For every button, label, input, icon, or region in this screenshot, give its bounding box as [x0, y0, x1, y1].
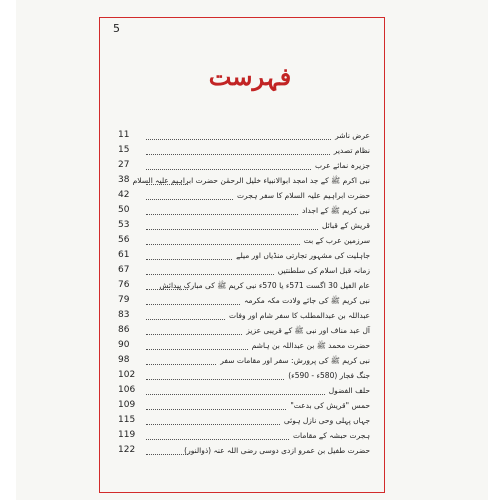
toc-row [118, 368, 370, 383]
toc-entry-title: حمس "قریش کی بدعت" [290, 401, 370, 410]
toc-entry-title: زمانہ قبل اسلام کی سلطنتیں [277, 266, 370, 275]
toc-row [118, 158, 370, 173]
toc-page-number: 38 [118, 175, 130, 185]
toc-row [118, 203, 370, 218]
toc-row [118, 398, 370, 413]
toc-page-number: 122 [118, 445, 136, 455]
toc-entry-title: حضرت محمد ﷺ بن عبداللہ بن ہاشم [251, 341, 370, 350]
toc-page-number: 61 [118, 250, 130, 260]
toc-leader-dots [146, 431, 289, 440]
toc-leader-dots [146, 401, 286, 410]
toc-leader-dots [146, 236, 300, 245]
toc-page-number: 76 [118, 280, 130, 290]
toc-entry-title: حضرت طفیل بن عمرو ازدی دوسی رضی اللہ عنہ (ذوالنور) [184, 446, 370, 455]
toc-leader-dots [146, 251, 232, 260]
toc-leader-dots [146, 311, 225, 320]
toc-row [118, 293, 370, 308]
toc-entry-title: نبی اکرم ﷺ کے جد امجد ابوالانبیاء خلیل الرحمٰن حضرت ابراہیم علیہ السلام [132, 176, 370, 185]
toc-entry-title: آل عبد مناف اور نبی ﷺ کے قریبی عزیز [246, 326, 370, 335]
toc-leader-dots [146, 191, 233, 200]
toc-leader-dots [146, 416, 280, 425]
toc-page-number: 67 [118, 265, 130, 275]
toc-row [118, 353, 370, 368]
toc-row [118, 143, 370, 158]
toc-leader-dots [146, 356, 216, 365]
toc-page-number: 56 [118, 235, 130, 245]
toc-entry-title: جاہلیت کی مشہور تجارتی منڈیاں اور میلے [236, 251, 370, 260]
toc-page-number: 119 [118, 430, 136, 440]
toc-page-number: 53 [118, 220, 130, 230]
toc-leader-dots [146, 206, 298, 215]
toc-page-number: 27 [118, 160, 130, 170]
toc-entry-title: عبداللہ بن عبدالمطلب کا سفر شام اور وفات [229, 311, 370, 320]
toc-entry-title: قریش کے قبائل [321, 221, 370, 230]
toc-page-number: 42 [118, 190, 130, 200]
toc-entry-title: حلف الفضول [328, 386, 370, 395]
toc-entry-title: نظام تصدیر [333, 146, 370, 155]
toc-entry-title: عام الفیل 30 اگست 571ء یا 570ء نبی کریم ﷺ کی مبارک پیدائش [159, 281, 370, 290]
page-number: 5 [113, 22, 120, 35]
toc-row [118, 128, 370, 143]
toc-page-number: 86 [118, 325, 130, 335]
toc-leader-dots [146, 131, 331, 140]
toc-page-number: 83 [118, 310, 130, 320]
toc-leader-dots [146, 146, 330, 155]
toc-entry-title: جہاں پہلی وحی نازل ہوئی [283, 416, 370, 425]
toc-row [118, 278, 370, 293]
toc-page-number: 15 [118, 145, 130, 155]
toc-entry-title: نبی کریم ﷺ کی پرورش: سفر اور مقامات سفر [220, 356, 370, 365]
toc-leader-dots [146, 371, 284, 380]
toc-page-number: 50 [118, 205, 130, 215]
toc-entry-title: جزیرہ نمائے عرب [314, 161, 370, 170]
toc-entry-title: ہجرت حبشہ کے مقامات [293, 431, 370, 440]
toc-entry-title: عرض ناشر [335, 131, 370, 140]
toc-leader-dots [146, 296, 240, 305]
toc-page-number: 79 [118, 295, 130, 305]
toc-entry-title: جنگ فجار (580ء - 590ء) [288, 371, 370, 380]
page-title: فہرست [208, 62, 292, 91]
table-of-contents [118, 128, 370, 458]
toc-leader-dots [146, 326, 242, 335]
toc-leader-dots [146, 341, 248, 350]
toc-leader-dots [146, 266, 274, 275]
toc-row [118, 218, 370, 233]
toc-leader-dots [146, 161, 311, 170]
toc-row [118, 338, 370, 353]
toc-page-number: 11 [118, 130, 130, 140]
toc-page-number: 106 [118, 385, 136, 395]
toc-entry-title: نبی کریم ﷺ کی جائے ولادت مکہ مکرمہ [244, 296, 370, 305]
toc-page-number: 90 [118, 340, 130, 350]
toc-page-number: 115 [118, 415, 136, 425]
toc-page-number: 109 [118, 400, 136, 410]
toc-row [118, 308, 370, 323]
toc-row [118, 263, 370, 278]
toc-row [118, 443, 370, 458]
toc-leader-dots [146, 446, 188, 455]
toc-entry-title: نبی کریم ﷺ کے اجداد [301, 206, 370, 215]
toc-page-number: 98 [118, 355, 130, 365]
toc-page-number: 102 [118, 370, 136, 380]
toc-row [118, 248, 370, 263]
toc-row [118, 323, 370, 338]
toc-entry-title: حضرت ابراہیم علیہ السلام کا سفر ہجرت [237, 191, 370, 200]
toc-row [118, 233, 370, 248]
toc-row [118, 413, 370, 428]
toc-row [118, 383, 370, 398]
toc-row [118, 173, 370, 188]
toc-leader-dots [146, 221, 318, 230]
toc-row [118, 428, 370, 443]
toc-leader-dots [146, 386, 325, 395]
toc-entry-title: سرزمین عرب کے بت [303, 236, 370, 245]
toc-row [118, 188, 370, 203]
